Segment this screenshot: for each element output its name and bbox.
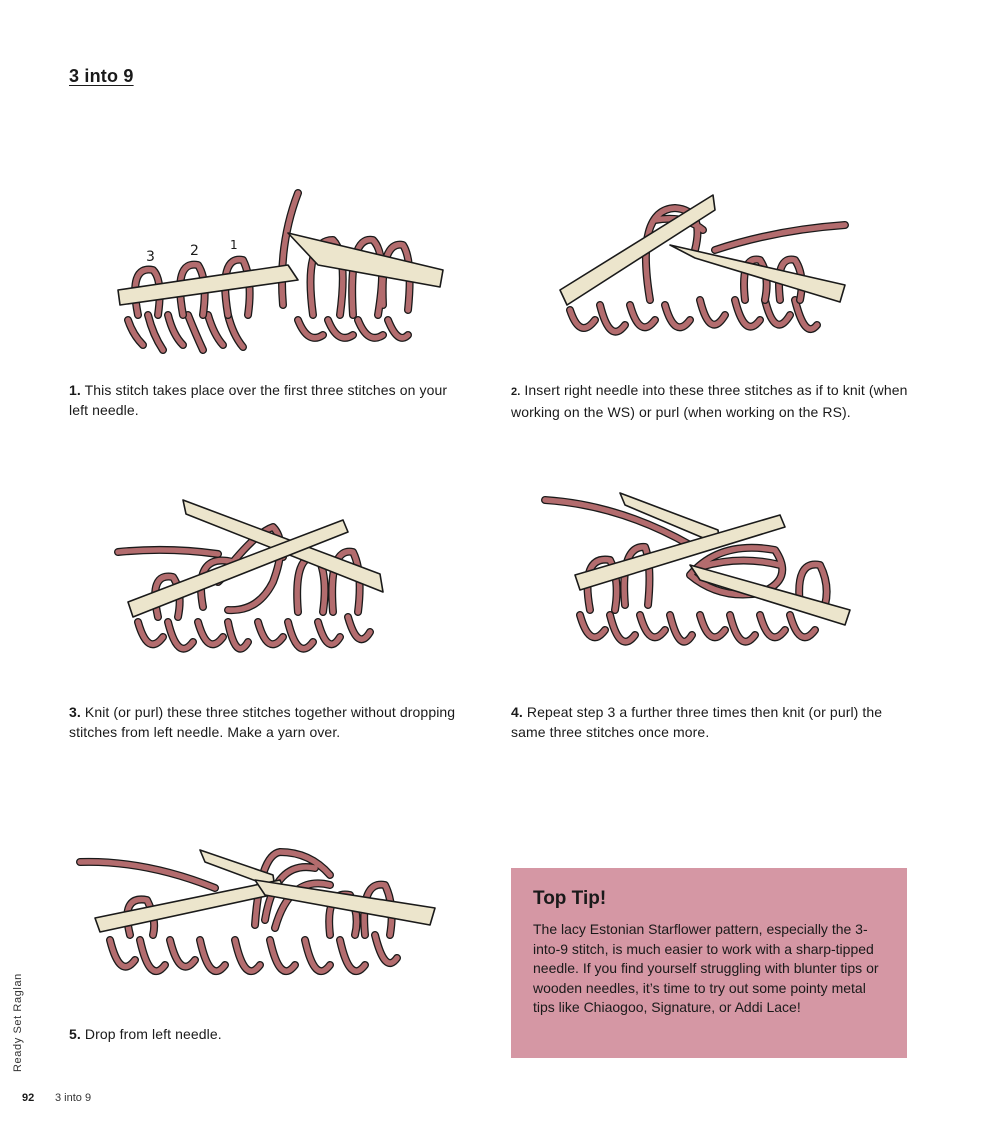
- step-3-illustration: [108, 492, 413, 672]
- page-title: 3 into 9: [69, 66, 134, 86]
- step-4-illustration: [540, 485, 860, 670]
- step-5-illustration: [75, 840, 440, 1000]
- stitch-label-2: 2: [190, 243, 199, 259]
- step-4-number: 4.: [511, 704, 523, 720]
- step-5-text: Drop from left needle.: [84, 1026, 222, 1042]
- side-book-title: Ready Set Raglan: [12, 973, 24, 1072]
- stitch-label-1: 1: [230, 238, 238, 252]
- step-1-number: 1.: [69, 382, 81, 398]
- step-2-caption: [511, 380, 921, 422]
- step-2-text: Insert right needle into these three stitches as if to knit (when working on the WS) or purl (when working on the RS).: [511, 382, 908, 420]
- step-1-text: This stitch takes place over the first three stitches on your left needle.: [69, 382, 448, 418]
- tip-title: Top Tip!: [533, 888, 607, 909]
- tip-body: The lacy Estonian Starflower pattern, especially the 3-into-9 stitch, is much easier to work with a sharp-tipped needle. If you find yourself struggling with blunter tips or wooden needles, it’s time to try out some pointy metal tips like Chiaogoo, Signature, or Addi Lace!: [533, 921, 879, 1016]
- step-5-caption: [69, 1024, 469, 1044]
- step-2-illustration: [555, 190, 855, 360]
- step-1-illustration: [108, 185, 453, 360]
- footer-section-title: 3 into 9: [55, 1092, 92, 1104]
- step-3-caption: [69, 702, 469, 742]
- stitch-label-3: 3: [146, 249, 155, 265]
- step-3-number: 3.: [69, 704, 81, 720]
- top-tip-box: [511, 868, 907, 1058]
- step-2-number: 2.: [511, 386, 521, 398]
- page-number: 92: [22, 1092, 35, 1104]
- step-5-number: 5.: [69, 1026, 81, 1042]
- step-1-caption: [69, 380, 469, 420]
- step-4-caption: [511, 702, 911, 742]
- step-4-text: Repeat step 3 a further three times then knit (or purl) the same three stitches once more.: [511, 704, 883, 740]
- step-3-text: Knit (or purl) these three stitches together without dropping stitches from left needle. Make a yarn over.: [69, 704, 456, 740]
